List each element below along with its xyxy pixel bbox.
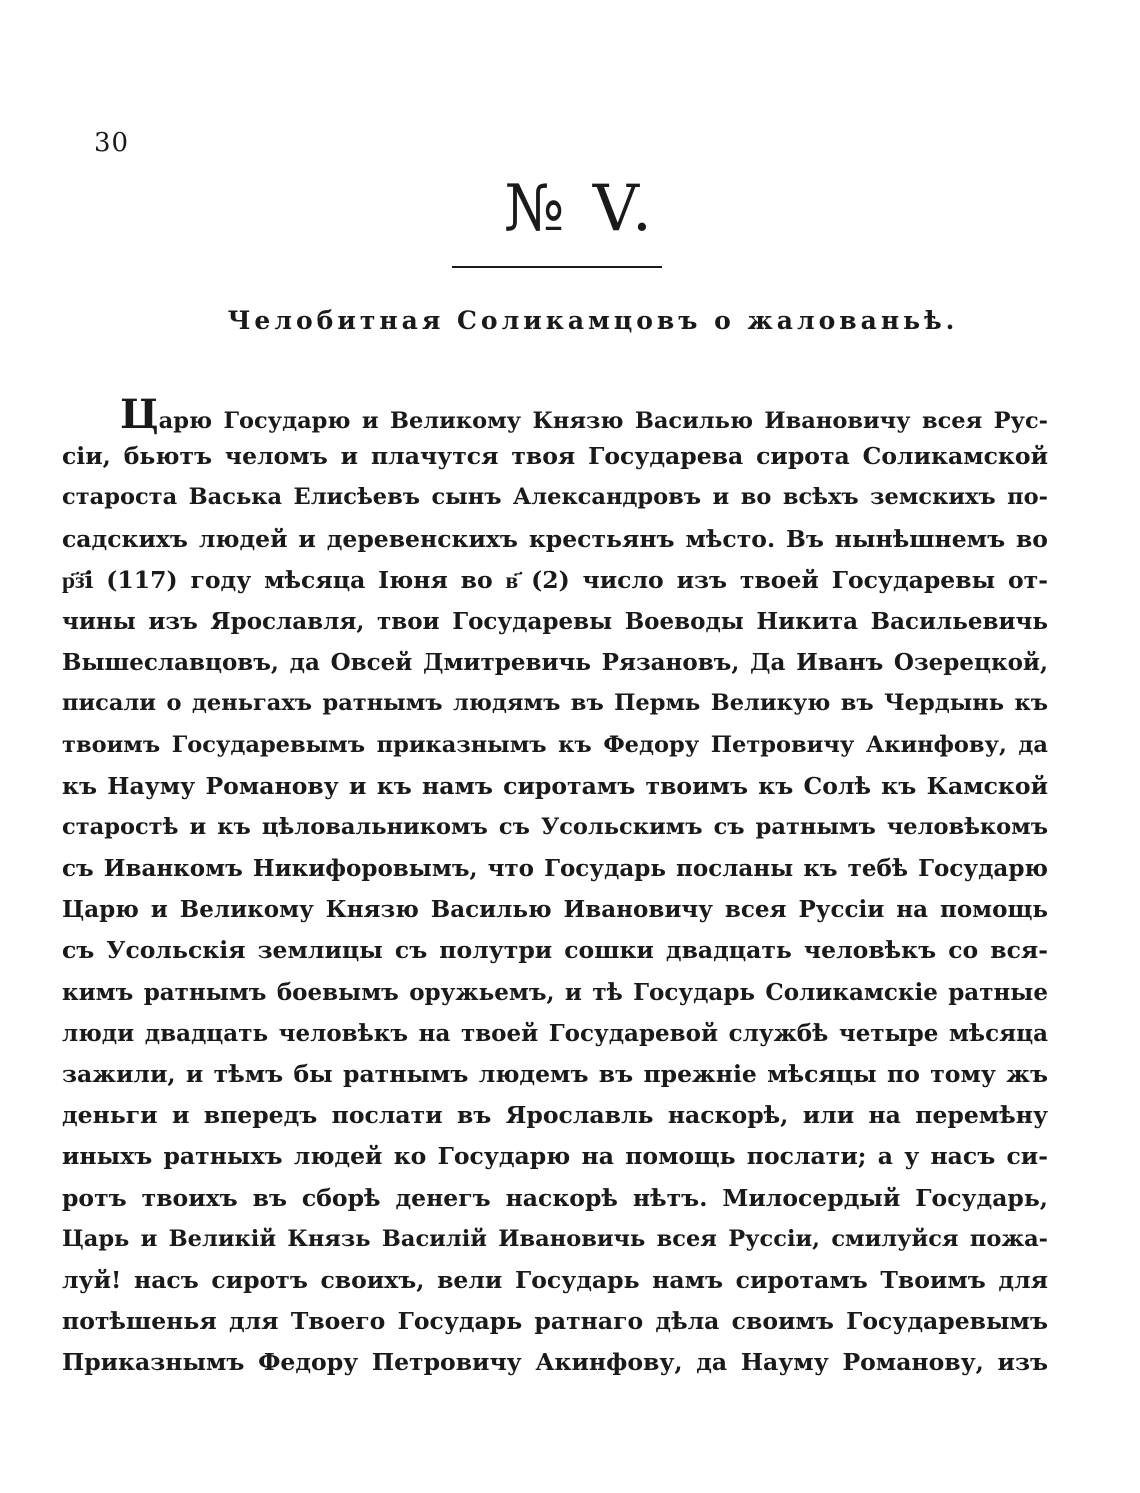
text-line: Царь и Великій Князь Василій Ивановичь всея Руссіи, смилуйся пожа- (62, 1225, 1048, 1252)
text-line: съ Усольскія землицы съ полутри сошки двадцать человѣкъ со вся- (62, 936, 1048, 965)
text-line: кимъ ратнымъ боевымъ оружьемъ, и тѣ Государь Соликамскіе ратные (62, 978, 1048, 1006)
text-line: люди двадцать человѣкъ на твоей Государевой службѣ четыре мѣсяца (62, 1019, 1048, 1047)
text-line: иныхъ ратныхъ людей ко Государю на помощь послати; а у насъ си- (62, 1142, 1048, 1171)
text-line: р҃з҃і (117) году мѣсяца Іюня во в҃ (2) число изъ твоей Государевы от- (62, 565, 1048, 594)
text-line: староста Васька Елисѣевъ сынъ Александровъ и во всѣхъ земскихъ по- (62, 484, 1048, 511)
text-line: писали о деньгахъ ратнымъ людямъ въ Пермь Великую въ Чердынь къ (62, 690, 1048, 717)
text-line: съ Иванкомъ Никифоровымъ, что Государь посланы къ тебѣ Государю (62, 855, 1048, 883)
text-line: къ Науму Романову и къ намъ сиротамъ твоимъ къ Солѣ къ Камской (62, 771, 1048, 800)
text-line: твоимъ Государевымъ приказнымъ къ Федору Петровичу Акинфову, да (62, 731, 1048, 758)
document-title: Челобитная Соликамцовъ о жалованьѣ. (227, 306, 959, 335)
text-line: ротъ твоихъ въ сборѣ денегъ наскорѣ нѣтъ. Милосердый Государь, (62, 1183, 1048, 1212)
text-line: Царю и Великому Князю Василью Ивановичу всея Руссіи на помощь (62, 896, 1048, 924)
text-line (62, 395, 1048, 436)
text-line: садскихъ людей и деревенскихъ крестьянъ мѣсто. Въ нынѣшнемъ во (62, 524, 1048, 553)
text-line: сіи, бьютъ челомъ и плачутся твоя Государева сирота Соликамской (62, 442, 1048, 471)
text-line-content: арю Государю и Великому Князю Василью Ивановичу всея Рус- (158, 408, 1048, 434)
text-line: деньги и впередъ послати въ Ярославль наскорѣ, или на перемѣну (62, 1101, 1048, 1130)
text-line: Приказнымъ Федору Петровичу Акинфову, да Науму Романову, изъ (62, 1348, 1048, 1377)
text-line: старостѣ и къ цѣловальникомъ съ Усольскимъ съ ратнымъ человѣкомъ (62, 813, 1048, 840)
text-line: потѣшенья для Твоего Государь ратнаго дѣла своимъ Государевымъ (62, 1307, 1048, 1336)
drop-initial: Ц (120, 395, 159, 437)
page-number: 30 (94, 128, 130, 158)
body-text (62, 395, 1048, 1384)
text-line: луй! насъ сиротъ своихъ, вели Государь намъ сиротамъ Твоимъ для (62, 1265, 1048, 1294)
text-line: Вышеславцовъ, да Овсей Дмитревичь Рязановъ, Да Иванъ Озерецкой, (62, 649, 1048, 677)
document-number: № V. (503, 172, 657, 246)
text-line: зажили, и тѣмъ бы ратнымъ людемъ въ прежніе мѣсяцы по тому жъ (62, 1060, 1048, 1088)
text-line: чины изъ Ярославля, твои Государевы Воеводы Никита Васильевичь (62, 607, 1048, 635)
title-divider (452, 266, 662, 268)
